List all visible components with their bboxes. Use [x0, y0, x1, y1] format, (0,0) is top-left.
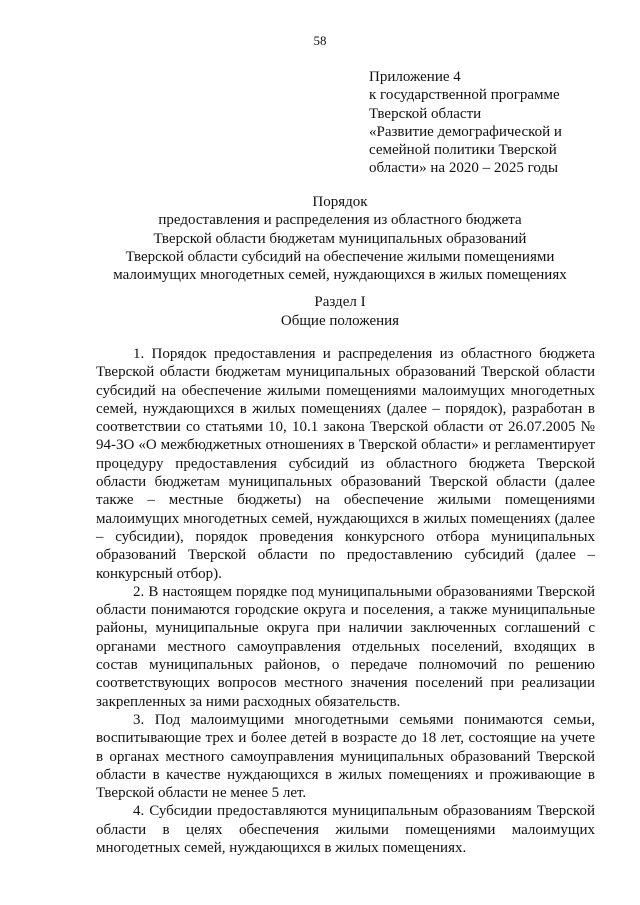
- appendix-line: области» на 2020 – 2025 годы: [369, 160, 559, 177]
- paragraph: 4. Субсидии предоставляются муниципальным образованиям Тверской области в целях обеспечения жилыми помещениями малоимущих многодетных семей, нуждающихся в жилых помещениях.: [96, 803, 595, 857]
- section-heading: [90, 293, 590, 331]
- section-number: Раздел I: [314, 294, 366, 310]
- appendix-line: семейной политики Тверской: [369, 142, 557, 159]
- title-line: Тверской области бюджетам муниципальных образований: [153, 230, 527, 247]
- appendix-line: «Развитие демографической и: [369, 123, 562, 140]
- page-number: 58: [313, 33, 327, 48]
- section-name: Общие положения: [280, 313, 400, 329]
- title-line: малоимущих многодетных семей, нуждающихся в жилых помещениях: [113, 267, 567, 284]
- appendix-block: [369, 68, 599, 178]
- body-text: [96, 345, 595, 857]
- paragraph: 3. Под малоимущими многодетными семьями понимаются семьи, воспитывающие трех и более детей в возрасте до 18 лет, состоящие на учете в органах местного самоуправления муниципальных образований Тверской области в качестве нуждающихся в жилых помещениях и проживающие в Тверской области не менее 5 лет.: [96, 711, 595, 802]
- appendix-line: к государственной программе: [369, 87, 560, 104]
- title-line: предоставления и распределения из областного бюджета: [158, 212, 522, 229]
- title-line: Тверской области субсидий на обеспечение жилыми помещениями: [125, 248, 555, 265]
- title-heading: Порядок: [312, 194, 368, 210]
- paragraph: 2. В настоящем порядке под муниципальными образованиями Тверской области понимаются городские округа и поселения, а также муниципальные районы, муниципальные округа при наличии заключенных соглашений с органами местного самоуправления отдельных поселений, входящих в состав муниципальных районов, о передаче полномочий по решению соответствующих вопросов местного значения поселений при реализации закрепленных за ними расходных обязательств.: [96, 583, 595, 710]
- document-title: [90, 193, 590, 284]
- paragraph: 1. Порядок предоставления и распределения из областного бюджета Тверской области бюджетам муниципальных образований Тверской области субсидий на обеспечение жилыми помещениями малоимущих многодетных семей, нуждающихся в жилых помещениях (далее – порядок), разработан в соответствии со статьями 10, 10.1 закона Тверской области от 26.07.2005 № 94-ЗО «О межбюджетных отношениях в Тверской области» и регламентирует процедуру предоставления субсидий из областного бюджета Тверской области бюджетам муниципальных образований Тверской области (далее также – местные бюджеты) на обеспечение жилыми помещениями малоимущих многодетных семей, нуждающихся в жилых помещениях (далее – субсидии), порядок проведения конкурсного отбора муниципальных образований Тверской области по предоставлению субсидий (далее – конкурсный отбор).: [96, 346, 595, 582]
- appendix-line: Приложение 4: [369, 69, 461, 85]
- appendix-line: Тверской области: [369, 105, 482, 122]
